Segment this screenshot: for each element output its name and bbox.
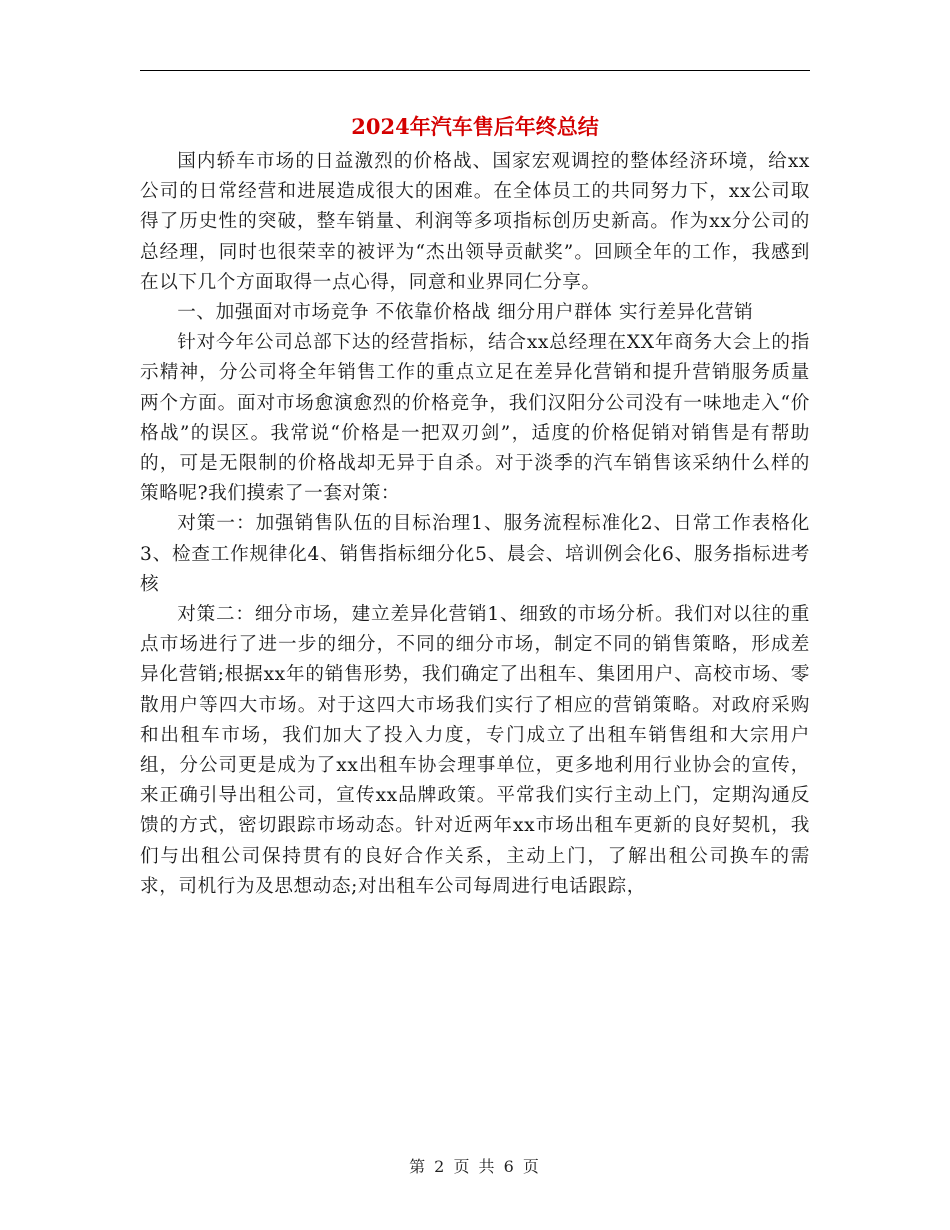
document-body	[140, 147, 810, 902]
page-footer: 第 2 页 共 6 页	[409, 1157, 541, 1176]
section-heading-1: 一、加强面对市场竞争 不依靠价格战 细分用户群体 实行差异化营销	[177, 302, 754, 324]
header-rule	[140, 70, 810, 71]
paragraph-measure-1: 对策一：加强销售队伍的目标治理1、服务流程标准化2、日常工作表格化3、检查工作规律化4、销售指标细分化5、晨会、培训例会化6、服务指标进考核	[140, 513, 810, 595]
document-title: 2024年汽车售后年终总结	[351, 114, 599, 139]
paragraph-strategy: 针对今年公司总部下达的经营指标，结合xx总经理在XX年商务大会上的指示精神，分公司将全年销售工作的重点立足在差异化营销和提升营销服务质量两个方面。面对市场愈演愈烈的价格竞争，我们汉阳分公司没有一味地走入“价格战”的误区。我常说“价格是一把双刃剑”，适度的价格促销对销售是有帮助的，可是无限制的价格战却无异于自杀。对于淡季的汽车销售该采纳什么样的策略呢?我们摸索了一套对策：	[140, 332, 810, 505]
paragraph-measure-2: 对策二：细分市场，建立差异化营销1、细致的市场分析。我们对以往的重点市场进行了进一步的细分，不同的细分市场，制定不同的销售策略，形成差异化营销;根据xx年的销售形势，我们确定了出租车、集团用户、高校市场、零散用户等四大市场。对于这四大市场我们实行了相应的营销策略。对政府采购和出租车市场，我们加大了投入力度，专门成立了出租车销售组和大宗用户组，分公司更是成为了xx出租车协会理事单位，更多地利用行业协会的宣传，来正确引导出租公司，宣传xx品牌政策。平常我们实行主动上门，定期沟通反馈的方式，密切跟踪市场动态。针对近两年xx市场出租车更新的良好契机，我们与出租公司保持贯有的良好合作关系，主动上门，了解出租公司换车的需求，司机行为及思想动态;对出租车公司每周进行电话跟踪，	[140, 604, 810, 897]
paragraph-intro: 国内轿车市场的日益激烈的价格战、国家宏观调控的整体经济环境，给xx公司的日常经营和进展造成很大的困难。在全体员工的共同努力下，xx公司取得了历史性的突破，整车销量、利润等多项指标创历史新高。作为xx分公司的总经理，同时也很荣幸的被评为“杰出领导贡献奖”。回顾全年的工作，我感到在以下几个方面取得一点心得，同意和业界同仁分享。	[140, 151, 810, 293]
